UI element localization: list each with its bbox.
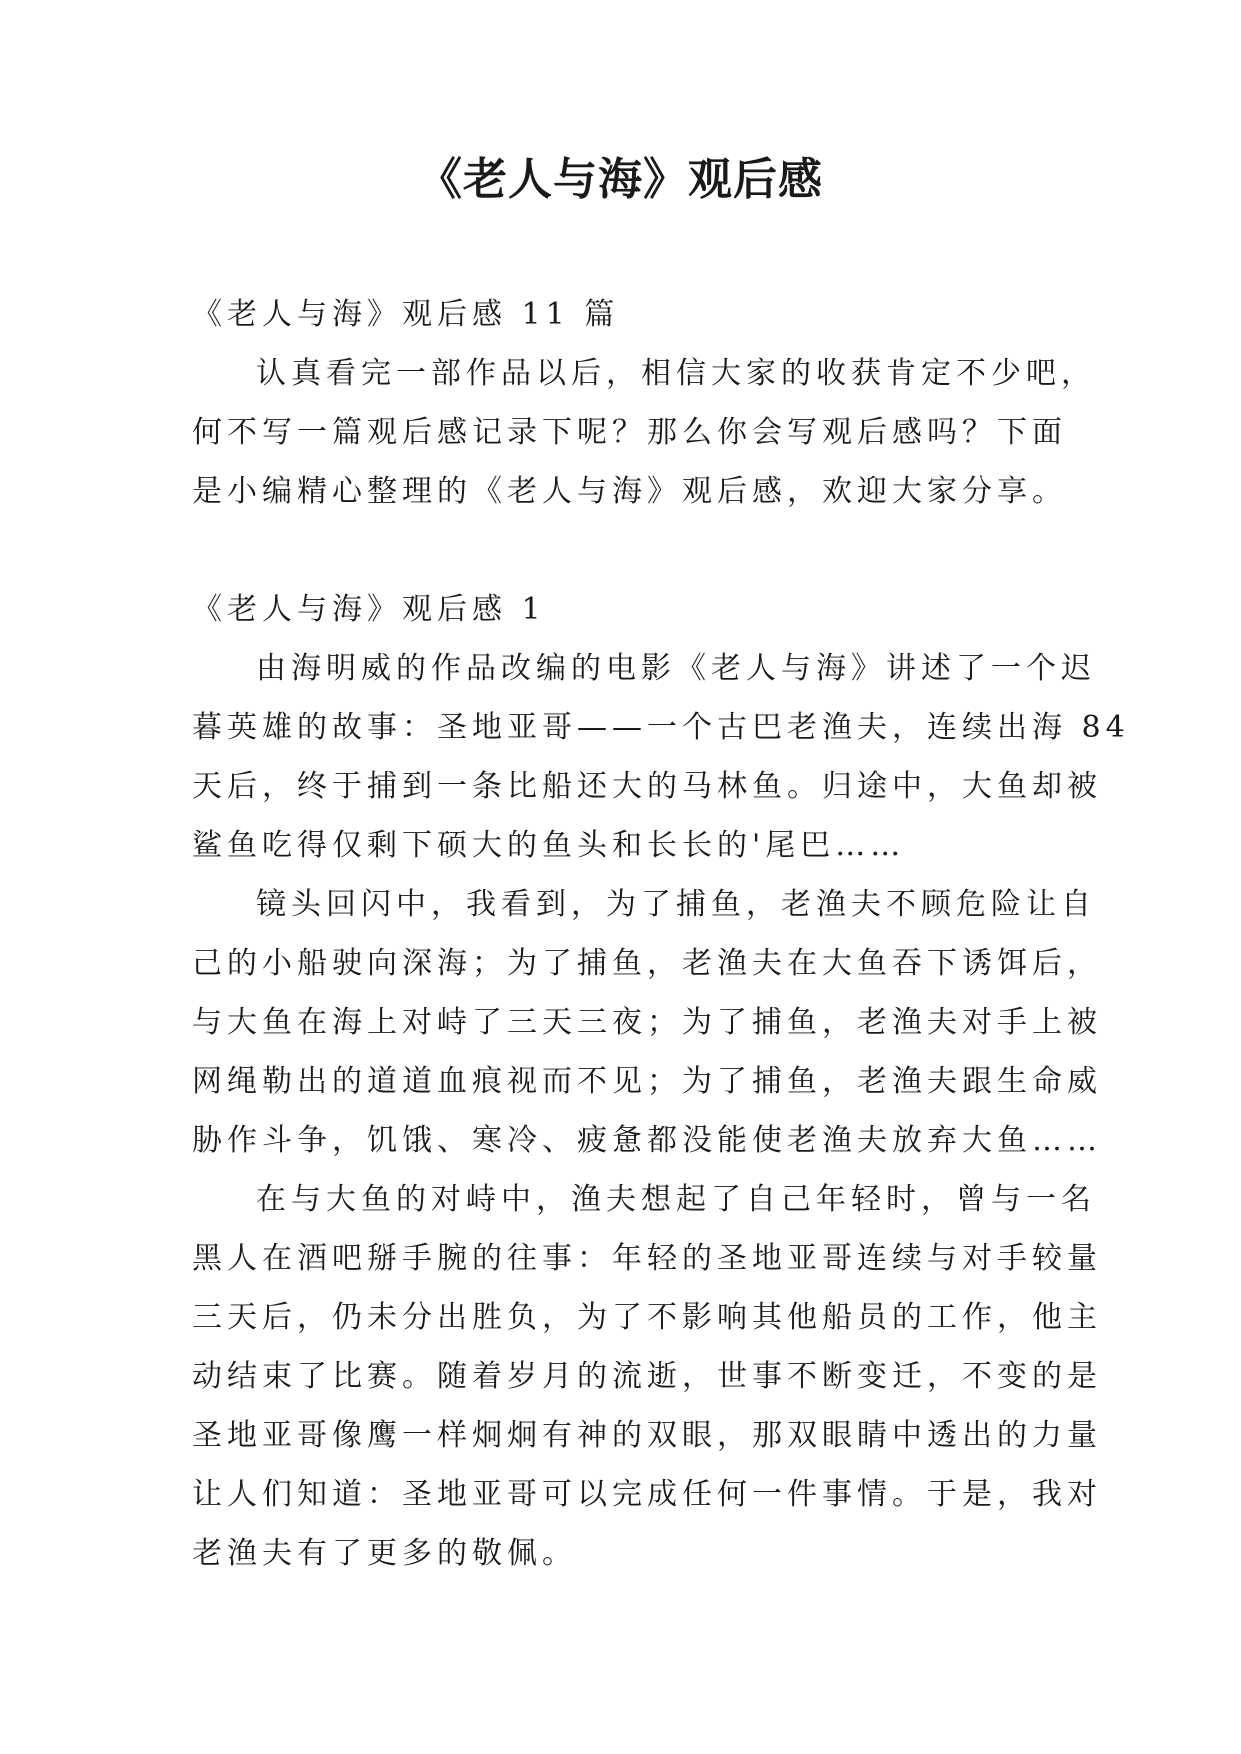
section-heading: 《老人与海》观后感 1	[192, 592, 546, 627]
intro-line: 是小编精心整理的《老人与海》观后感，欢迎大家分享。	[192, 474, 1067, 509]
paragraph-line: 让人们知道：圣地亚哥可以完成任何一件事情。于是，我对	[192, 1477, 1102, 1512]
paragraph-line: 网绳勒出的道道血痕视而不见；为了捕鱼，老渔夫跟生命威	[192, 1064, 1102, 1099]
paragraph-line: 天后，终于捕到一条比船还大的马林鱼。归途中，大鱼却被	[192, 769, 1102, 804]
paragraph-line: 圣地亚哥像鹰一样炯炯有神的双眼，那双眼睛中透出的力量	[192, 1418, 1102, 1453]
document-subtitle: 《老人与海》观后感 11 篇	[192, 297, 620, 332]
intro-paragraph	[192, 344, 1096, 521]
body-paragraph-2	[192, 875, 1102, 1170]
intro-line: 认真看完一部作品以后，相信大家的收获肯定不少吧，	[256, 356, 1096, 391]
body-paragraph-3	[192, 1170, 1102, 1583]
paragraph-line: 老渔夫有了更多的敬佩。	[192, 1536, 577, 1571]
paragraph-line: 鲨鱼吃得仅剩下硕大的鱼头和长长的'尾巴……	[192, 828, 906, 863]
paragraph-line: 镜头回闪中，我看到，为了捕鱼，老渔夫不顾危险让自	[256, 887, 1096, 922]
paragraph-line: 三天后，仍未分出胜负，为了不影响其他船员的工作，他主	[192, 1300, 1102, 1335]
paragraph-line: 由海明威的作品改编的电影《老人与海》讲述了一个迟	[256, 651, 1096, 686]
paragraph-line: 胁作斗争，饥饿、寒冷、疲惫都没能使老渔夫放弃大鱼……	[192, 1123, 1102, 1158]
paragraph-line: 己的小船驶向深海；为了捕鱼，老渔夫在大鱼吞下诱饵后，	[192, 946, 1102, 981]
document-body	[192, 285, 1130, 1583]
paragraph-line: 黑人在酒吧掰手腕的往事：年轻的圣地亚哥连续与对手较量	[192, 1241, 1102, 1276]
body-paragraph-1	[192, 639, 1130, 875]
paragraph-line: 暮英雄的故事：圣地亚哥——一个古巴老渔夫，连续出海 84	[192, 710, 1130, 745]
intro-line: 何不写一篇观后感记录下呢？那么你会写观后感吗？下面	[192, 415, 1067, 450]
paragraph-spacer	[192, 521, 1062, 580]
paragraph-line: 在与大鱼的对峙中，渔夫想起了自己年轻时，曾与一名	[256, 1182, 1096, 1217]
paragraph-line: 动结束了比赛。随着岁月的流逝，世事不断变迁，不变的是	[192, 1359, 1102, 1394]
paragraph-line: 与大鱼在海上对峙了三天三夜；为了捕鱼，老渔夫对手上被	[192, 1005, 1102, 1040]
document-title: 《老人与海》观后感	[418, 154, 823, 205]
